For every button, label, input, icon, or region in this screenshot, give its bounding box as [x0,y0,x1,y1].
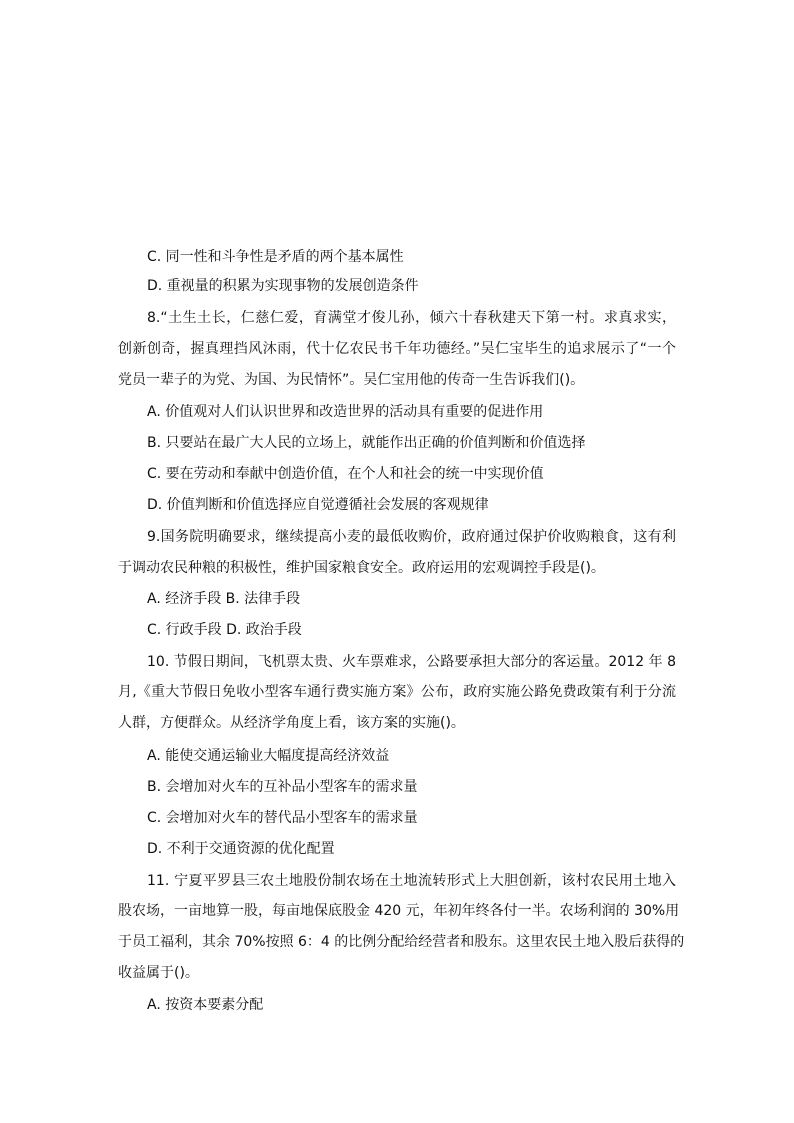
q11-stem-line: 股农场，一亩地算一股，每亩地保底股金 420 元，年初年终各付一半。农场利润的 30%用 [118,903,680,919]
q11-stem-line: 11. 宁夏平罗县三农土地股份制农场在土地流转形式上大胆创新，该村农民用土地入 [147,873,676,889]
q9-stem-line: 9.国务院明确要求，继续提高小麦的最低收购价，政府通过保护价收购粮食，这有利 [147,529,676,545]
q8-stem-line: 创新创奇，握真理挡风沐雨，代十亿农民书千年功德经。”吴仁宝毕生的追求展示了“一个 [118,341,676,357]
q8-stem-line: 党员一辈子的为党、为国、为民情怀”。吴仁宝用他的传奇一生告诉我们()。 [118,372,585,388]
q11-stem-line: 于员工福利，其余 70%按照 6：4 的比例分配给经营者和股东。这里农民土地入股后获得的 [118,934,685,950]
q8-option-a: A. 价值观对人们认识世界和改造世界的活动具有重要的促进作用 [147,404,544,420]
q7-option-d: D. 重视量的积累为实现事物的发展创造条件 [147,278,419,294]
q10-option-d: D. 不利于交通资源的优化配置 [147,841,335,857]
q8-stem-line: 8.“土生土长，仁慈仁爱，育满堂才俊儿孙，倾六十春秋建天下第一村。求真求实， [147,310,676,326]
q10-stem-line: 人群，方便群众。从经济学角度上看，该方案的实施()。 [118,715,465,731]
q10-option-b: B. 会增加对火车的互补品小型客车的需求量 [147,779,418,795]
q9-options-ab: A. 经济手段 B. 法律手段 [147,591,301,607]
q7-option-c: C. 同一性和斗争性是矛盾的两个基本属性 [147,249,404,265]
q9-options-cd: C. 行政手段 D. 政治手段 [147,622,302,638]
q10-option-a: A. 能使交通运输业大幅度提高经济效益 [147,748,390,764]
q11-option-a: A. 按资本要素分配 [147,997,264,1013]
q10-stem-line: 月,《重大节假日免收小型客车通行费实施方案》公布，政府实施公路免费政策有利于分流 [118,684,676,700]
q10-stem-line: 10. 节假日期间，飞机票太贵、火车票难求，公路要承担大部分的客运量。2012 年 8 [147,654,676,670]
q8-option-d: D. 价值判断和价值选择应自觉遵循社会发展的客观规律 [147,497,489,513]
q11-stem-line: 收益属于()。 [118,965,199,981]
q8-option-b: B. 只要站在最广大人民的立场上，就能作出正确的价值判断和价值选择 [147,435,586,451]
q9-stem-line: 于调动农民种粮的积极性，维护国家粮食安全。政府运用的宏观调控手段是()。 [118,560,605,576]
q8-option-c: C. 要在劳动和奉献中创造价值，在个人和社会的统一中实现价值 [147,466,544,482]
q10-option-c: C. 会增加对火车的替代品小型客车的需求量 [147,810,418,826]
